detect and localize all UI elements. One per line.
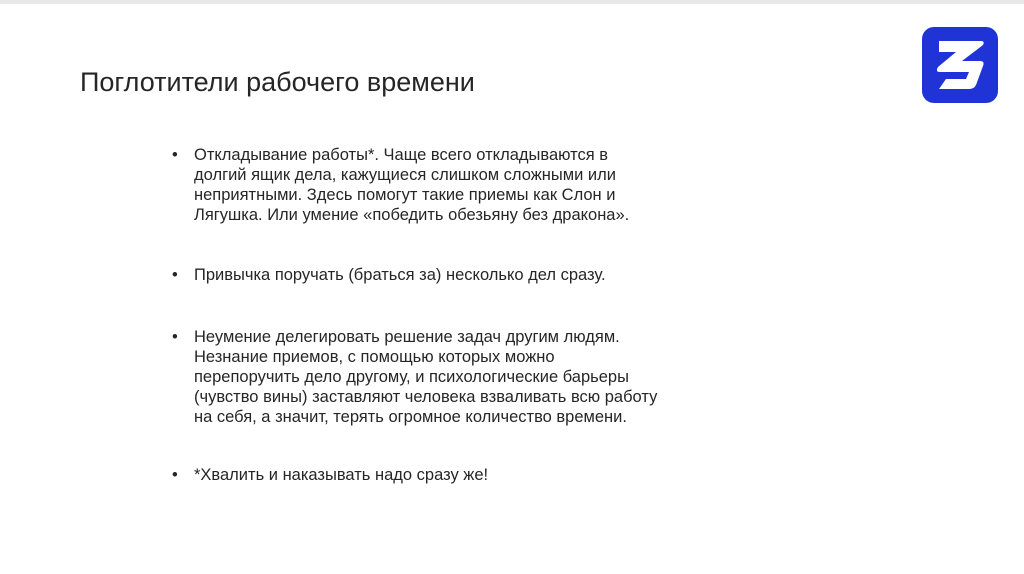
bullet-marker: • — [172, 466, 178, 484]
bullet-item-procrastination — [172, 145, 792, 225]
bullet-text-line: Откладывание работы*. Чаще всего откладываются в — [194, 146, 609, 164]
bullet-marker: • — [172, 146, 178, 164]
bullet-item-praise-punish — [172, 465, 792, 485]
bullet-item-multitasking — [172, 265, 792, 285]
slide-title: Поглотители рабочего времени — [80, 67, 475, 97]
bullet-text-line: (чувство вины) заставляют человека взваливать всю работу — [194, 388, 658, 406]
bullet-text-line: на себя, а значит, терять огромное количество времени. — [194, 408, 627, 426]
bullet-text-line: неприятными. Здесь помогут такие приемы как Слон и — [194, 186, 616, 204]
bullet-list — [172, 145, 792, 485]
bullet-text-line: Незнание приемов, с помощью которых можно — [194, 348, 555, 366]
bullet-text-line: *Хвалить и наказывать надо сразу же! — [194, 466, 489, 484]
bullet-text-line: Лягушка. Или умение «победить обезьяну без дракона». — [194, 206, 630, 224]
bullet-text-line: перепоручить дело другому, и психологические барьеры — [194, 368, 629, 386]
bullet-text-line: Привычка поручать (браться за) несколько дел сразу. — [194, 266, 606, 284]
bullet-marker: • — [172, 328, 178, 346]
top-divider — [0, 0, 1024, 4]
bullet-text-line: долгий ящик дела, кажущиеся слишком сложными или — [194, 166, 616, 184]
bullet-item-delegation — [172, 327, 792, 427]
z-logo-icon — [922, 27, 998, 103]
bullet-marker: • — [172, 266, 178, 284]
bullet-text-line: Неумение делегировать решение задач другим людям. — [194, 328, 620, 346]
